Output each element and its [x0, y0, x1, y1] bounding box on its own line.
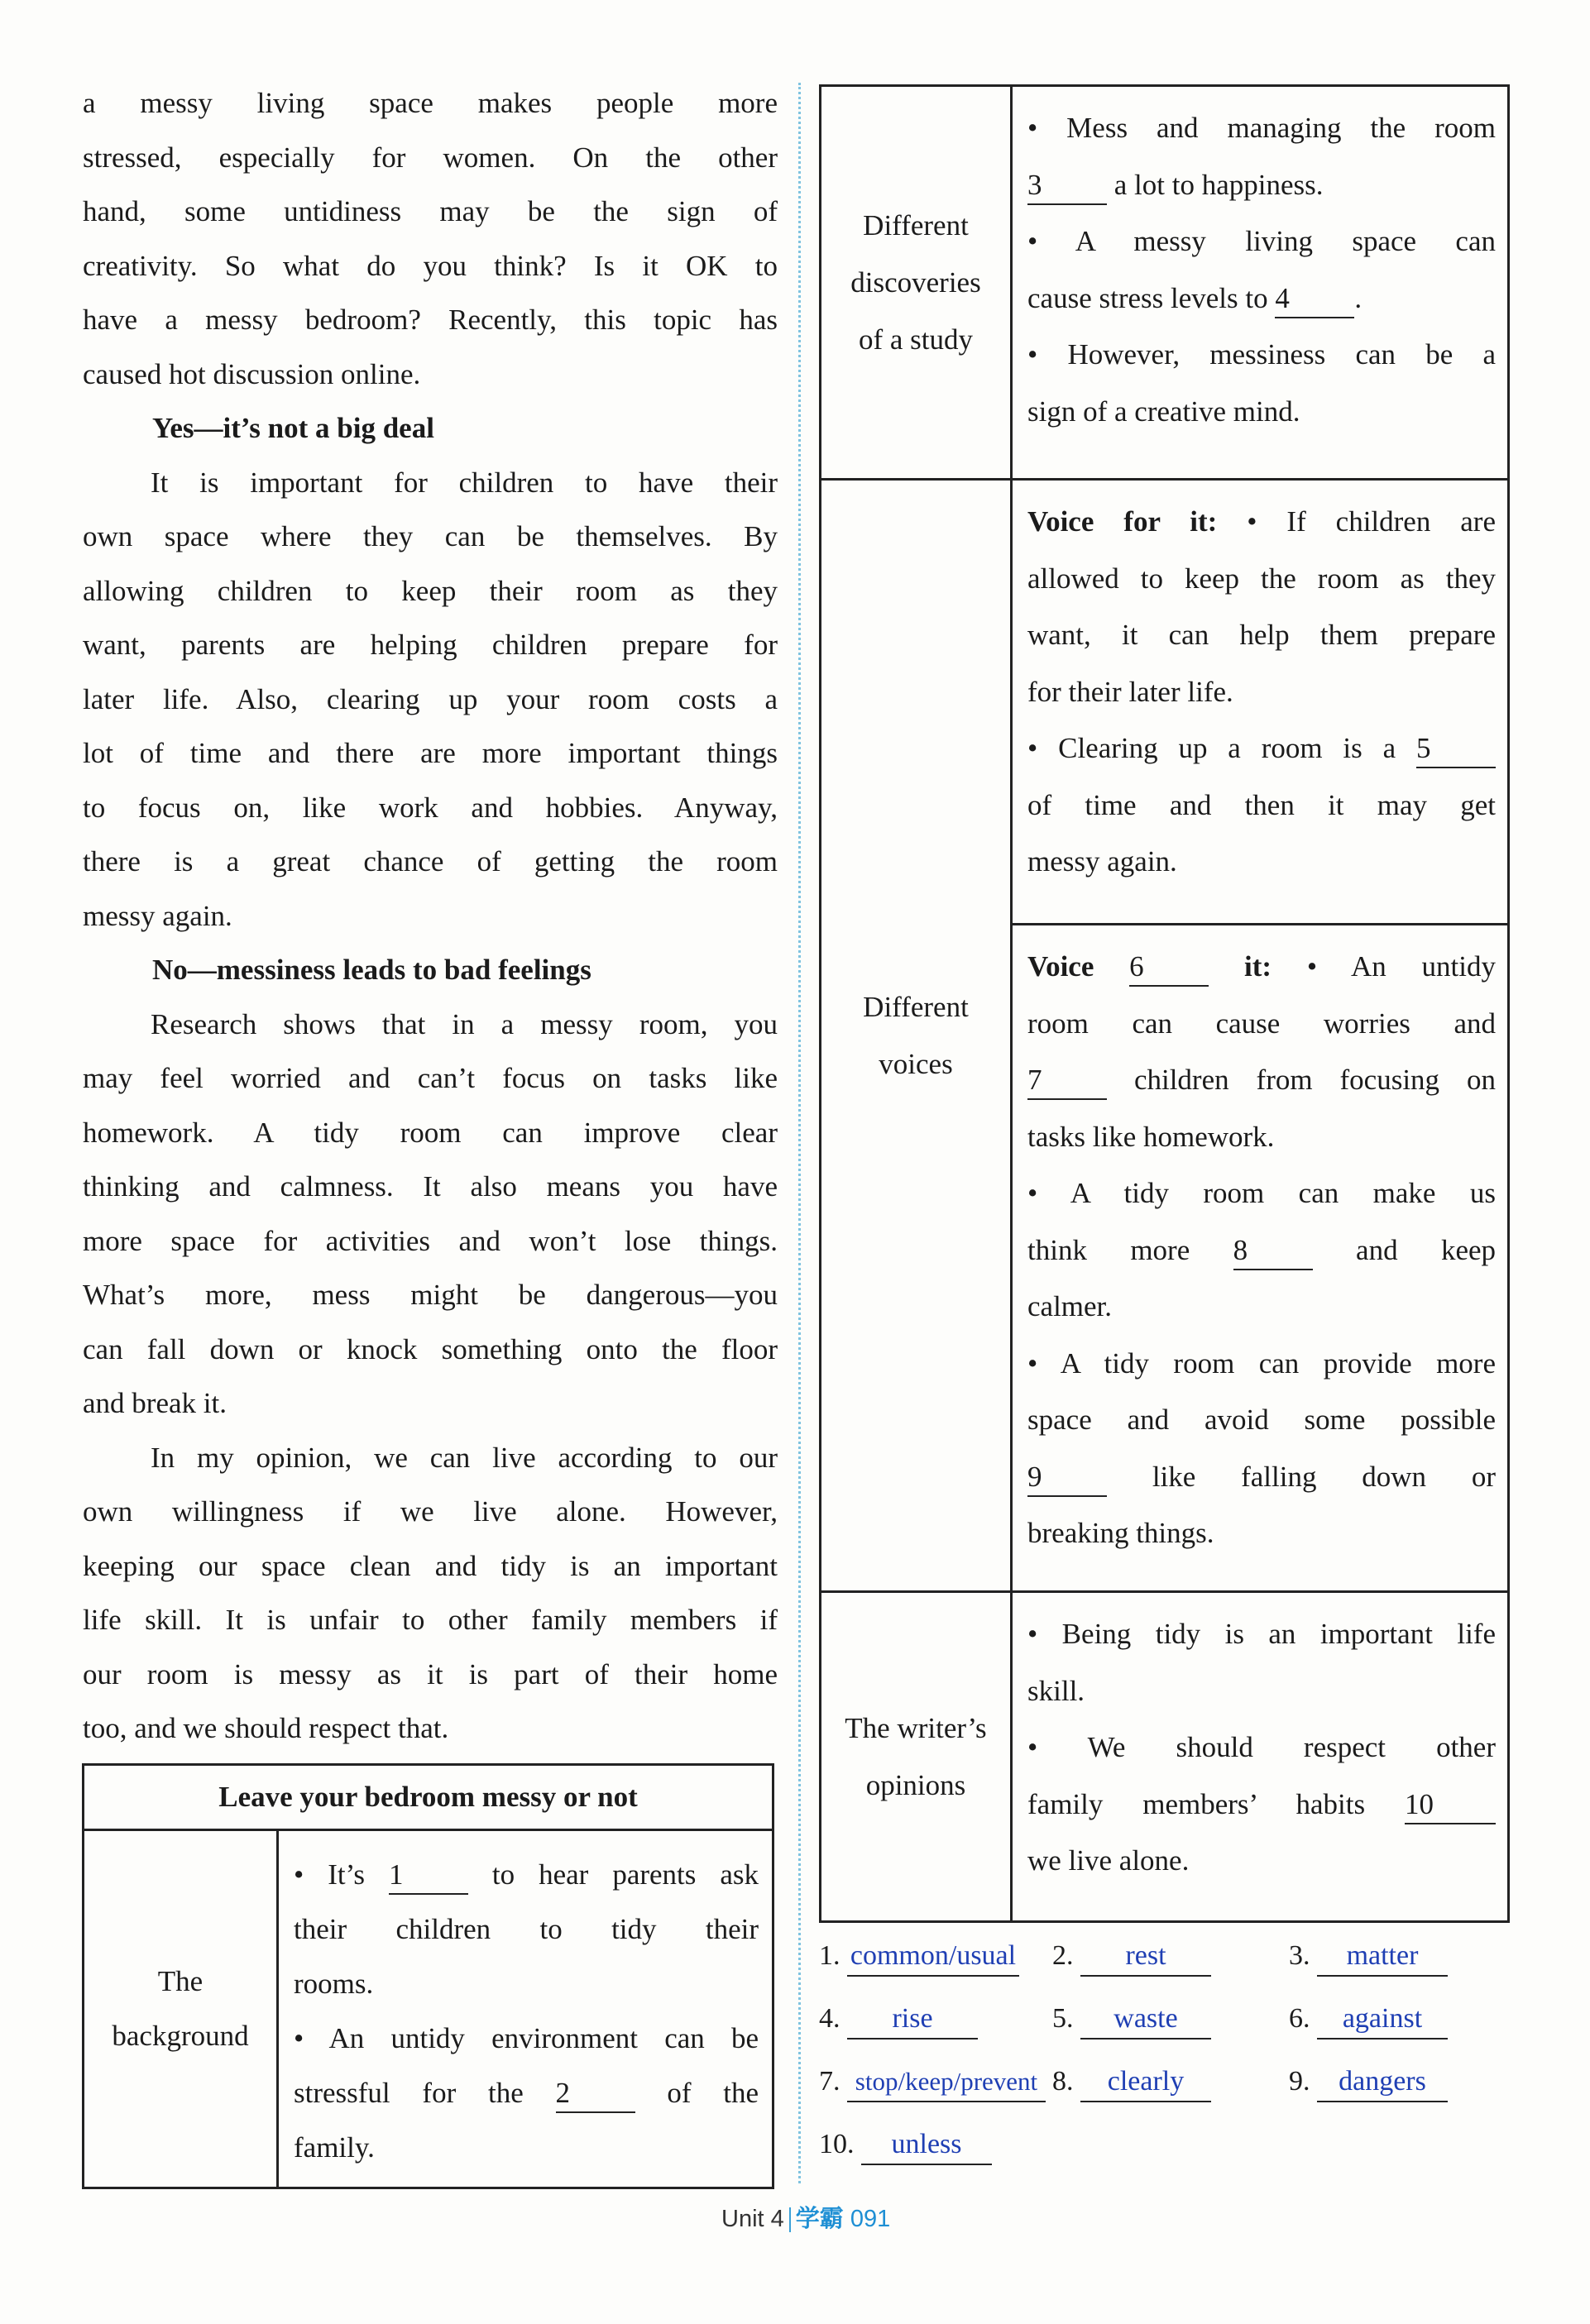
blank-10: 10 [1405, 1786, 1496, 1824]
text: tasks like homework. [1027, 1120, 1275, 1153]
blank-6: 6 [1129, 949, 1209, 987]
answer-number: 8. [1052, 2066, 1074, 2097]
passage-line: later life. Also, clearing up your room costs a [83, 682, 778, 715]
text: skill. [1027, 1674, 1085, 1707]
text: calmer. [1027, 1290, 1113, 1322]
answer-item [1289, 2063, 1448, 2102]
footer-divider [789, 2207, 791, 2232]
voice-for-heading: Voice for it: [1027, 505, 1218, 538]
answer-number: 10. [819, 2129, 855, 2159]
answer-number: 4. [819, 2003, 840, 2034]
label-line: background [112, 2020, 249, 2052]
text: • An untidy environment can be [294, 2022, 759, 2054]
passage-line: stressed, especially for women. On the other [83, 141, 778, 174]
passage-line: caused hot discussion online. [83, 357, 421, 390]
answer-item [819, 2126, 992, 2165]
passage-line: more space for activities and won’t lose things. [83, 1224, 778, 1257]
answer-item [819, 2000, 978, 2039]
text: cause stress levels to [1027, 281, 1268, 314]
background-content [278, 1830, 773, 2188]
text: • An untidy [1306, 950, 1497, 983]
text: stressful for the [294, 2077, 524, 2109]
text: . [1354, 281, 1363, 314]
text: a lot to happiness. [1113, 168, 1324, 201]
label-line: voices [879, 1048, 953, 1080]
passage [83, 76, 778, 1756]
passage-line: may feel worried and can’t focus on tasks like [83, 1062, 778, 1094]
blank-5: 5 [1416, 730, 1496, 768]
answer-item [1052, 2063, 1211, 2102]
text: of time and then it may get [1027, 788, 1496, 821]
text: • A tidy room can make us [1027, 1177, 1496, 1209]
passage-line: keeping our space clean and tidy is an important [83, 1549, 778, 1582]
text: family members’ habits [1027, 1787, 1366, 1820]
passage-line: It is important for children to have their [151, 466, 778, 499]
page-footer [721, 2200, 890, 2234]
answer-value: common/usual [847, 1937, 1019, 1977]
answer-number: 2. [1052, 1940, 1074, 1971]
text: • It’s [294, 1858, 365, 1891]
voices-label [821, 480, 1012, 1592]
passage-line: creativity. So what do you think? Is it OK to [83, 249, 778, 282]
answer-number: 9. [1289, 2066, 1310, 2097]
answer-item [819, 1937, 1019, 1977]
passage-line: there is a great chance of getting the room [83, 845, 778, 877]
passage-line: own willingness if we live alone. However, [83, 1495, 778, 1528]
voice-against-heading: Voice [1027, 950, 1094, 983]
text: • If children are [1247, 505, 1497, 538]
study-label [821, 86, 1012, 480]
text: • A tidy room can provide more [1027, 1346, 1496, 1380]
answer-number: 1. [819, 1940, 840, 1971]
label-line: of a study [858, 323, 974, 356]
passage-line: What’s more, mess might be dangerous—you [83, 1279, 778, 1311]
passage-line: too, and we should respect that. [83, 1712, 449, 1744]
table-title: Leave your bedroom messy or not [84, 1765, 773, 1830]
text: messy again. [1027, 845, 1177, 877]
blank-3: 3 [1027, 167, 1107, 205]
passage-line: homework. A tidy room can improve clear [83, 1116, 778, 1149]
answer-item [1289, 1937, 1448, 1977]
unit-label: Unit 4 [721, 2206, 784, 2232]
answer-value: rest [1080, 1937, 1211, 1977]
passage-line: thinking and calmness. It also means you have [83, 1170, 778, 1203]
answer-value: against [1317, 2000, 1448, 2039]
voice-against-content [1012, 925, 1509, 1592]
label-line: Different [863, 991, 969, 1023]
answer-item [819, 2063, 1046, 2102]
study-content [1012, 86, 1509, 480]
text: rooms. [294, 1968, 374, 2000]
text: to hear parents ask [491, 1858, 759, 1891]
passage-line: allowing children to keep their room as they [83, 574, 778, 607]
answer-value: waste [1080, 2000, 1211, 2039]
text: room can cause worries and [1027, 1007, 1496, 1040]
blank-4: 4 [1275, 280, 1354, 318]
passage-line: can fall down or knock something onto the floor [83, 1332, 778, 1365]
blank-2: 2 [556, 2075, 635, 2113]
label-line: discoveries [850, 266, 981, 299]
blank-1: 1 [389, 1857, 468, 1895]
passage-line: In my opinion, we can live according to our [151, 1441, 778, 1474]
page-number: 091 [850, 2206, 891, 2232]
background-table [82, 1763, 774, 2189]
blank-8: 8 [1233, 1232, 1313, 1270]
label-line: Different [863, 209, 969, 241]
answer-item [1052, 2000, 1211, 2039]
background-label [84, 1830, 278, 2188]
heading-no: No—messiness leads to bad feelings [152, 954, 591, 986]
voice-for-content [1012, 480, 1509, 925]
answer-number: 5. [1052, 2003, 1074, 2034]
text: sign of a creative mind. [1027, 395, 1300, 428]
passage-line: lot of time and there are more important things [83, 737, 778, 769]
answer-item [1289, 2000, 1448, 2039]
label-line: The writer’s [845, 1712, 987, 1744]
text: • Clearing up a room is a [1027, 732, 1396, 764]
label-line: The [157, 1965, 204, 1997]
text: • We should respect other [1027, 1731, 1496, 1763]
writer-label [821, 1592, 1012, 1922]
text: breaking things. [1027, 1517, 1214, 1549]
answer-value: stop/keep/prevent [847, 2063, 1046, 2102]
answer-value: unless [861, 2126, 992, 2165]
answer-number: 6. [1289, 2003, 1310, 2034]
passage-line: a messy living space makes people more [83, 87, 778, 119]
passage-line: messy again. [83, 899, 232, 932]
text: • A messy living space can [1027, 225, 1496, 257]
text: we live alone. [1027, 1844, 1190, 1877]
text: of the [667, 2077, 759, 2109]
column-divider [798, 83, 801, 2183]
brand-label: 学霸 [795, 2206, 844, 2232]
passage-line: have a messy bedroom? Recently, this topic has [83, 304, 778, 336]
answer-value: clearly [1080, 2063, 1211, 2102]
label-line: opinions [865, 1769, 966, 1801]
text: allowed to keep the room as they [1027, 562, 1496, 595]
blank-9: 9 [1027, 1459, 1107, 1497]
passage-line: to focus on, like work and hobbies. Anyway, [83, 791, 778, 824]
text: think more [1027, 1233, 1190, 1266]
text: and keep [1356, 1233, 1497, 1266]
text: • Mess and managing the room [1027, 112, 1496, 144]
answer-value: matter [1317, 1937, 1448, 1977]
passage-line: life skill. It is unfair to other family members if [83, 1604, 778, 1636]
passage-line: want, parents are helping children prepare for [83, 629, 778, 661]
voice-against-heading: it: [1243, 950, 1272, 983]
text: family. [294, 2131, 375, 2164]
text: children from focusing on [1133, 1064, 1496, 1096]
passage-line: own space where they can be themselves. By [83, 520, 778, 552]
answer-number: 3. [1289, 1940, 1310, 1971]
answer-item [1052, 1937, 1211, 1977]
text: for their later life. [1027, 675, 1233, 708]
summary-table [819, 84, 1510, 1923]
blank-7: 7 [1027, 1062, 1107, 1100]
text: • Being tidy is an important life [1027, 1618, 1496, 1650]
text: • However, messiness can be a [1027, 338, 1496, 371]
passage-line: our room is messy as it is part of their home [83, 1657, 778, 1690]
answer-value: rise [847, 2000, 978, 2039]
answer-value: dangers [1317, 2063, 1448, 2102]
text: like falling down or [1152, 1460, 1497, 1493]
writer-content [1012, 1592, 1509, 1922]
heading-yes: Yes—it’s not a big deal [152, 412, 434, 444]
text: space and avoid some possible [1027, 1403, 1496, 1436]
passage-line: hand, some untidiness may be the sign of [83, 195, 778, 227]
passage-line: and break it. [83, 1387, 227, 1419]
text: their children to tidy their [294, 1913, 759, 1945]
passage-line: Research shows that in a messy room, you [151, 1007, 778, 1040]
answer-number: 7. [819, 2066, 840, 2097]
text: want, it can help them prepare [1027, 619, 1496, 651]
